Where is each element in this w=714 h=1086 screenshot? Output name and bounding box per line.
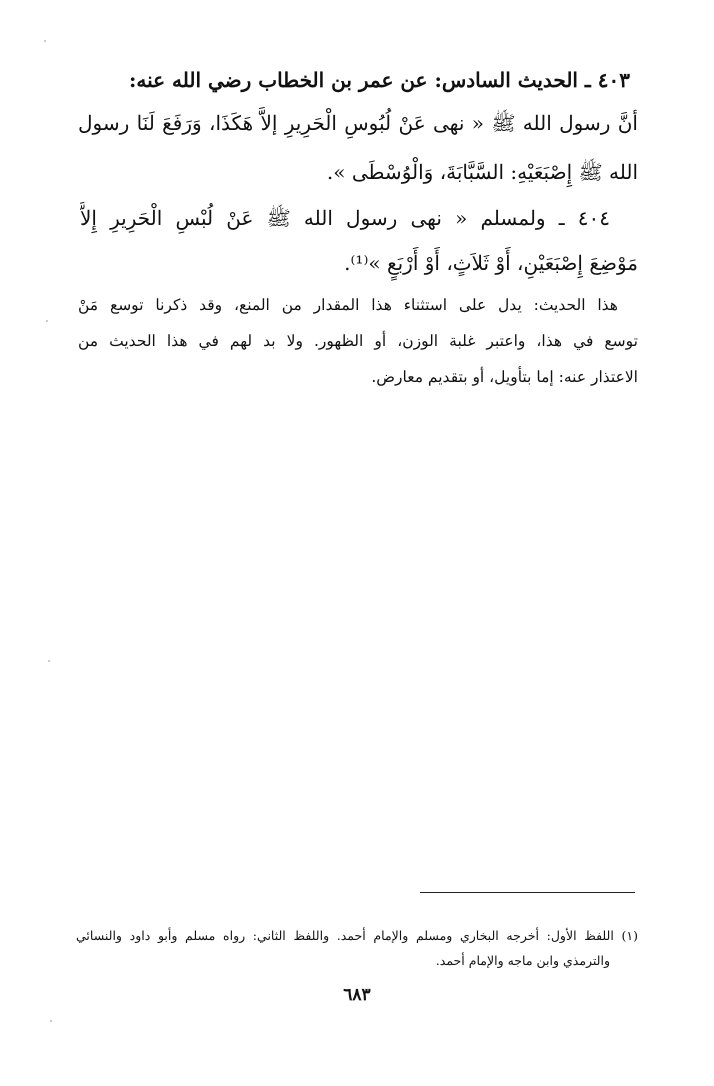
commentary-line-1: هذا الحديث: يدل على استثناء هذا المقدار من المنع، وقد ذكرنا توسع مَنْ bbox=[78, 296, 618, 314]
hadith-404-line-1: ٤٠٤ ـ ولمسلم « نهى رسول الله ﷺ عَنْ لُبْسِ الْحَرِيرِ إِلاَّ bbox=[80, 206, 610, 230]
page-number: ٦٨٣ bbox=[343, 985, 371, 1005]
footnote-line-1: (١) اللفظ الأول: أخرجه البخاري ومسلم والإمام أحمد. واللفظ الثاني: رواه مسلم وأبو داود والنسائي bbox=[76, 928, 638, 943]
scan-speck bbox=[48, 660, 50, 662]
footnote-line-2: والترمذي وابن ماجه والإمام أحمد. bbox=[435, 953, 610, 968]
scan-speck bbox=[50, 1020, 52, 1022]
hadith-403-line-3: الله ﷺ إِصْبَعَيْهِ: السَّبَّابَةَ، وَالْوُسْطَى ». bbox=[326, 160, 638, 184]
hadith-403-line-2: أنَّ رسول الله ﷺ « نهى عَنْ لُبُوسِ الْحَرِيرِ إلاَّ هَكَذَا، وَرَفَعَ لَنَا رسول bbox=[78, 111, 638, 135]
hadith-403-line-1: ٤٠٣ ـ الحديث السادس: عن عمر بن الخطاب رضي الله عنه: bbox=[128, 68, 630, 92]
footnote-separator bbox=[420, 892, 635, 893]
scan-speck bbox=[44, 40, 46, 42]
commentary-line-3: الاعتذار عنه: إما بتأويل، أو بتقديم معارض. bbox=[371, 368, 638, 386]
hadith-404-line-2: مَوْضِعَ إِصْبَعَيْنِ، أَوْ ثَلاَثٍ، أَوْ أَرْبَعٍ »⁽¹⁾. bbox=[344, 251, 638, 275]
scan-speck bbox=[46, 320, 48, 322]
commentary-line-2: توسع في هذا، واعتبر غلبة الوزن، أو الظهور. ولا بد لهم في هذا الحديث من bbox=[78, 332, 638, 350]
